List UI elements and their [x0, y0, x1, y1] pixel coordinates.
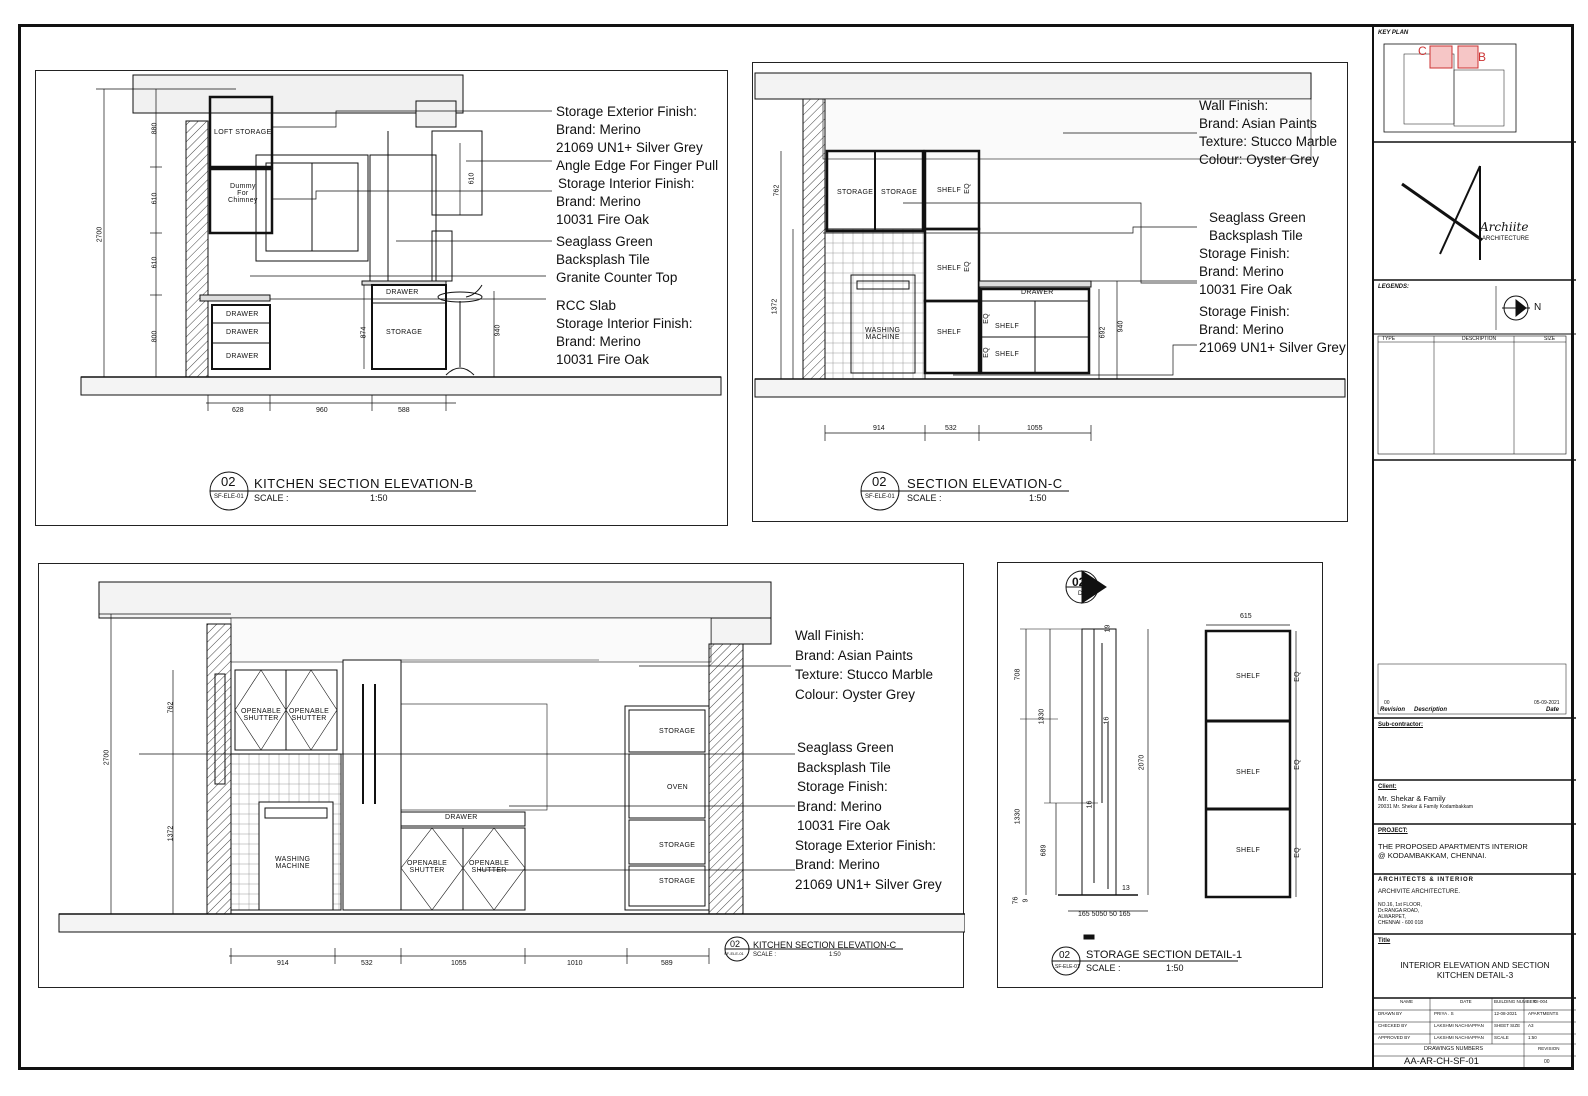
dim-874: 874	[360, 326, 368, 339]
shelf-label-3: SHELF	[937, 329, 962, 336]
table-row: APPROVED BY LAKSHMI NACHIAPPAN SCALE 1:50	[1378, 1035, 1537, 1040]
note-line: 10031 Fire Oak	[556, 352, 650, 367]
note-line: Brand: Merino	[556, 122, 641, 137]
info-table	[1374, 999, 1576, 1047]
eq-label: EQ	[963, 261, 971, 272]
note-line: Backsplash Tile	[797, 759, 891, 775]
dim-588: 588	[398, 407, 410, 414]
panel-storage-section-detail	[997, 562, 1323, 988]
dim-total-height: 2700	[96, 226, 104, 243]
dim-940: 940	[494, 324, 502, 337]
date-header: Date	[1546, 707, 1560, 713]
scale-label: SCALE :	[907, 493, 942, 503]
dim-1055: 1055	[451, 960, 467, 967]
storage-label-3: STORAGE	[659, 878, 696, 885]
note-line: Backsplash Tile	[556, 252, 650, 267]
dim-1330-a: 1330	[1038, 708, 1046, 725]
address-line: ALWARPET,	[1378, 914, 1406, 920]
scale-value: 1:50	[829, 952, 841, 958]
drawer-label: DRAWER	[445, 814, 478, 821]
washing-machine-label: WASHING MACHINE	[865, 327, 901, 341]
note-line: Brand: Merino	[556, 334, 641, 349]
subcontractor-label: Sub-contractor:	[1378, 722, 1423, 728]
note-line: 21069 UN1+ Silver Grey	[795, 876, 942, 892]
revision-date: 05-09-2021	[1534, 700, 1560, 706]
note-line: Wall Finish:	[795, 628, 865, 643]
shelf-label-2: SHELF	[1236, 769, 1261, 776]
panel-section-elevation-c	[752, 62, 1348, 522]
note-line: Storage Finish:	[1199, 246, 1290, 261]
dim-589: 589	[661, 960, 673, 967]
shelf-label-5: SHELF	[995, 351, 1020, 358]
legend-col-description: DESCRIPTION	[1462, 336, 1497, 342]
dim-610-a: 610	[151, 192, 159, 205]
washing-machine-label: WASHING MACHINE	[275, 856, 311, 870]
dim-16-b: 16	[1086, 800, 1094, 809]
oven-label: OVEN	[667, 784, 689, 791]
revision-no: 00	[1384, 700, 1390, 706]
shelf-label-4: SHELF	[995, 323, 1020, 330]
note-line: Texture: Stucco Marble	[1199, 134, 1338, 149]
shelf-label-2: SHELF	[937, 265, 962, 272]
architects-address	[1378, 902, 1423, 926]
note-line: Storage Finish:	[797, 779, 888, 794]
storage-label-1: STORAGE	[659, 728, 696, 735]
dim-610-hood: 610	[468, 172, 476, 185]
table-row: NAME DATE BUILDING NUMBER DI-004	[1400, 999, 1548, 1004]
dim-615: 615	[1240, 613, 1252, 620]
dim-1330-b: 1330	[1014, 808, 1022, 825]
dim-708: 708	[1014, 668, 1022, 681]
view-tag-ref: SF-ELE-01	[1055, 964, 1080, 970]
finish-notes-b	[556, 103, 718, 369]
eq-label: EQ	[1293, 847, 1301, 858]
note-line: Storage Exterior Finish:	[556, 104, 698, 119]
view-tag-ref: SF-ELE-01	[724, 951, 744, 956]
note-line: RCC Slab	[556, 298, 617, 313]
note-line: Seaglass Green	[556, 234, 653, 249]
description-header: Description	[1414, 707, 1448, 713]
note-line: 21069 UN1+ Silver Grey	[1199, 340, 1346, 355]
dim-914: 914	[873, 425, 885, 432]
storage-label-2: STORAGE	[659, 842, 696, 849]
key-plan-label: KEY PLAN	[1378, 30, 1409, 36]
drawer-label-2: DRAWER	[226, 329, 259, 336]
dim-1372: 1372	[771, 298, 779, 315]
drawing-title-line-1: INTERIOR ELEVATION AND SECTION	[1400, 960, 1550, 970]
eq-label: EQ	[1293, 759, 1301, 770]
storage-section-drawing	[998, 563, 1324, 989]
logo-text: Archiite	[1480, 220, 1529, 234]
title-block	[1372, 24, 1574, 1070]
scale-label: SCALE :	[1086, 963, 1121, 973]
view-tag-ref: SF-ELE-01	[865, 494, 895, 500]
drawer-label-3: DRAWER	[226, 353, 259, 360]
dim-13: 13	[1122, 885, 1130, 892]
title-label: Title	[1378, 938, 1391, 944]
drawing-title-line-2: KITCHEN DETAIL-3	[1436, 970, 1514, 980]
legend-col-type: TYPE	[1382, 336, 1396, 342]
dim-800: 800	[151, 330, 159, 343]
dim-1372: 1372	[167, 825, 175, 842]
note-line: Seaglass Green	[797, 740, 894, 755]
note-line: Brand: Merino	[1199, 264, 1284, 279]
client-name: Mr. Shekar & Family	[1378, 794, 1446, 803]
client-sub: 20031 Mr. Shekar & Family Kodambakkam	[1378, 804, 1474, 810]
drawing-number: AA-AR-CH-SF-01	[1404, 1056, 1479, 1067]
client-label: Client:	[1378, 784, 1397, 790]
scale-value: 1:50	[1029, 493, 1047, 503]
dim-762: 762	[773, 184, 781, 197]
note-line: Wall Finish:	[1199, 98, 1269, 113]
dim-914: 914	[277, 960, 289, 967]
finish-notes-c2	[795, 626, 942, 894]
table-row: CHECKED BY LAKSHMI NACHIAPPAN SHEET SIZE A3	[1378, 1023, 1534, 1028]
dim-2070: 2070	[1138, 754, 1146, 771]
note-line: Brand: Merino	[556, 194, 641, 209]
dim-762: 762	[167, 701, 175, 714]
view-tag-ref: SF-ELE-01	[214, 494, 244, 500]
openable-shutter-label-4: OPENABLE SHUTTER	[469, 860, 510, 874]
note-line: Backsplash Tile	[1209, 228, 1303, 243]
revision-number: 00	[1544, 1059, 1550, 1065]
note-line: Texture: Stucco Marble	[795, 667, 934, 682]
legends-label: LEGENDS:	[1378, 284, 1410, 290]
eq-label: EQ	[982, 347, 990, 358]
key-plan-b-marker: B	[1478, 50, 1487, 64]
note-line: Storage Exterior Finish:	[795, 837, 937, 853]
dim-689: 689	[1040, 844, 1048, 857]
dummy-chimney-label: Dummy For Chimney	[228, 183, 258, 204]
finish-notes-c	[1199, 97, 1346, 357]
architects-label: ARCHITECTS & INTERIOR	[1378, 877, 1474, 883]
view-title: SECTION ELEVATION-C	[907, 476, 1063, 491]
view-title: KITCHEN SECTION ELEVATION-B	[254, 476, 474, 491]
view-tag-number: 02	[221, 474, 236, 489]
scale-value: 1:50	[1166, 963, 1184, 973]
dim-610-b: 610	[151, 256, 159, 269]
scale-label: SCALE :	[254, 493, 289, 503]
shelf-label-3: SHELF	[1236, 847, 1261, 854]
dim-2700: 2700	[103, 749, 111, 766]
scale-label: SCALE :	[753, 952, 777, 958]
view-tag-number: 02	[1059, 950, 1071, 961]
key-plan-c-marker: C	[1418, 44, 1427, 58]
note-line: Storage Interior Finish:	[558, 176, 695, 191]
drawing-numbers-label: DRAWINGS NUMBERS	[1424, 1046, 1484, 1052]
note-line: 10031 Fire Oak	[556, 212, 650, 227]
storage-label-2: STORAGE	[881, 189, 918, 196]
panel-kitchen-elevation-c	[38, 563, 964, 988]
eq-label: EQ	[963, 183, 971, 194]
view-tag-number: 02	[872, 474, 887, 489]
view-tag-number: 02	[730, 939, 741, 949]
logo-subtext: ARCHITECTURE	[1482, 236, 1530, 242]
dim-532: 532	[361, 960, 373, 967]
counter-storage-label: STORAGE	[386, 329, 423, 336]
shelf-label-1: SHELF	[1236, 673, 1261, 680]
note-line: Colour: Oyster Grey	[1199, 152, 1320, 167]
address-line: Dr.RANGA ROAD,	[1378, 908, 1420, 914]
openable-shutter-label-1: OPENABLE SHUTTER	[241, 708, 282, 722]
north-label: N	[1534, 302, 1542, 313]
table-row: DRAWN BY PRIYA . S 12-08-2021 APARTMENTS	[1378, 1011, 1559, 1016]
storage-label-1: STORAGE	[837, 189, 874, 196]
note-line: Seaglass Green	[1209, 210, 1306, 225]
eq-label: EQ	[1293, 671, 1301, 682]
dim-76: 76	[1012, 896, 1020, 905]
revision-header: Revision	[1380, 707, 1406, 713]
project-label: PROJECT:	[1378, 828, 1408, 834]
architects-name: ARCHIVITE ARCHITECTURE.	[1378, 889, 1461, 895]
dim-880: 880	[151, 122, 159, 135]
panel-kitchen-elevation-b	[35, 70, 728, 526]
dim-628: 628	[232, 407, 244, 414]
address-line: CHENNAI - 600 018	[1378, 920, 1424, 926]
dim-16-a: 16	[1103, 716, 1111, 725]
note-line: 10031 Fire Oak	[797, 818, 891, 833]
address-line: NO.16, 1st FLOOR,	[1378, 902, 1422, 908]
openable-shutter-label-2: OPENABLE SHUTTER	[289, 708, 330, 722]
note-line: Brand: Asian Paints	[795, 647, 913, 663]
dim-692: 692	[1099, 326, 1107, 339]
revision-short-label: REVISION	[1538, 1046, 1560, 1051]
project-line-2: @ KODAMBAKKAM, CHENNAI.	[1378, 851, 1487, 860]
dim-532: 532	[945, 425, 957, 432]
dim-bottom-series: 165 5050 50 165	[1078, 911, 1131, 918]
dim-9: 9	[1022, 898, 1030, 903]
note-line: Storage Interior Finish:	[556, 316, 693, 331]
drawer-label-1: DRAWER	[226, 311, 259, 318]
note-line: Brand: Asian Paints	[1199, 116, 1317, 131]
dim-960: 960	[316, 407, 328, 414]
legend-col-size: SIZE	[1544, 336, 1556, 342]
openable-shutter-label-3: OPENABLE SHUTTER	[407, 860, 448, 874]
note-line: 21069 UN1+ Silver Grey	[556, 140, 703, 155]
dim-940: 940	[1117, 320, 1125, 333]
dim-19: 19	[1104, 624, 1112, 633]
section-marker-number: 02	[1072, 575, 1086, 589]
note-line: Angle Edge For Finger Pull	[556, 158, 719, 173]
note-line: Storage Finish:	[1199, 304, 1290, 319]
shelf-label-1: SHELF	[937, 187, 962, 194]
note-line: Brand: Merino	[797, 798, 882, 814]
scale-value: 1:50	[370, 493, 388, 503]
note-line: Granite Counter Top	[556, 270, 678, 285]
project-line-1: THE PROPOSED APARTMENTS INTERIOR	[1378, 842, 1528, 851]
view-title: STORAGE SECTION DETAIL-1	[1086, 949, 1243, 961]
loft-storage-label: LOFT STORAGE	[214, 129, 272, 136]
note-line: 10031 Fire Oak	[1199, 282, 1293, 297]
drawer-label: DRAWER	[1021, 289, 1054, 296]
counter-drawer-label: DRAWER	[386, 289, 419, 296]
note-line: Brand: Merino	[1199, 322, 1284, 337]
section-marker-ref: DI	[1078, 591, 1084, 597]
dim-1055: 1055	[1027, 425, 1043, 432]
view-title: KITCHEN SECTION ELEVATION-C	[753, 940, 897, 950]
note-line: Colour: Oyster Grey	[795, 686, 916, 702]
dim-1010: 1010	[567, 960, 583, 967]
note-line: Brand: Merino	[795, 857, 880, 872]
eq-label: EQ	[982, 313, 990, 324]
